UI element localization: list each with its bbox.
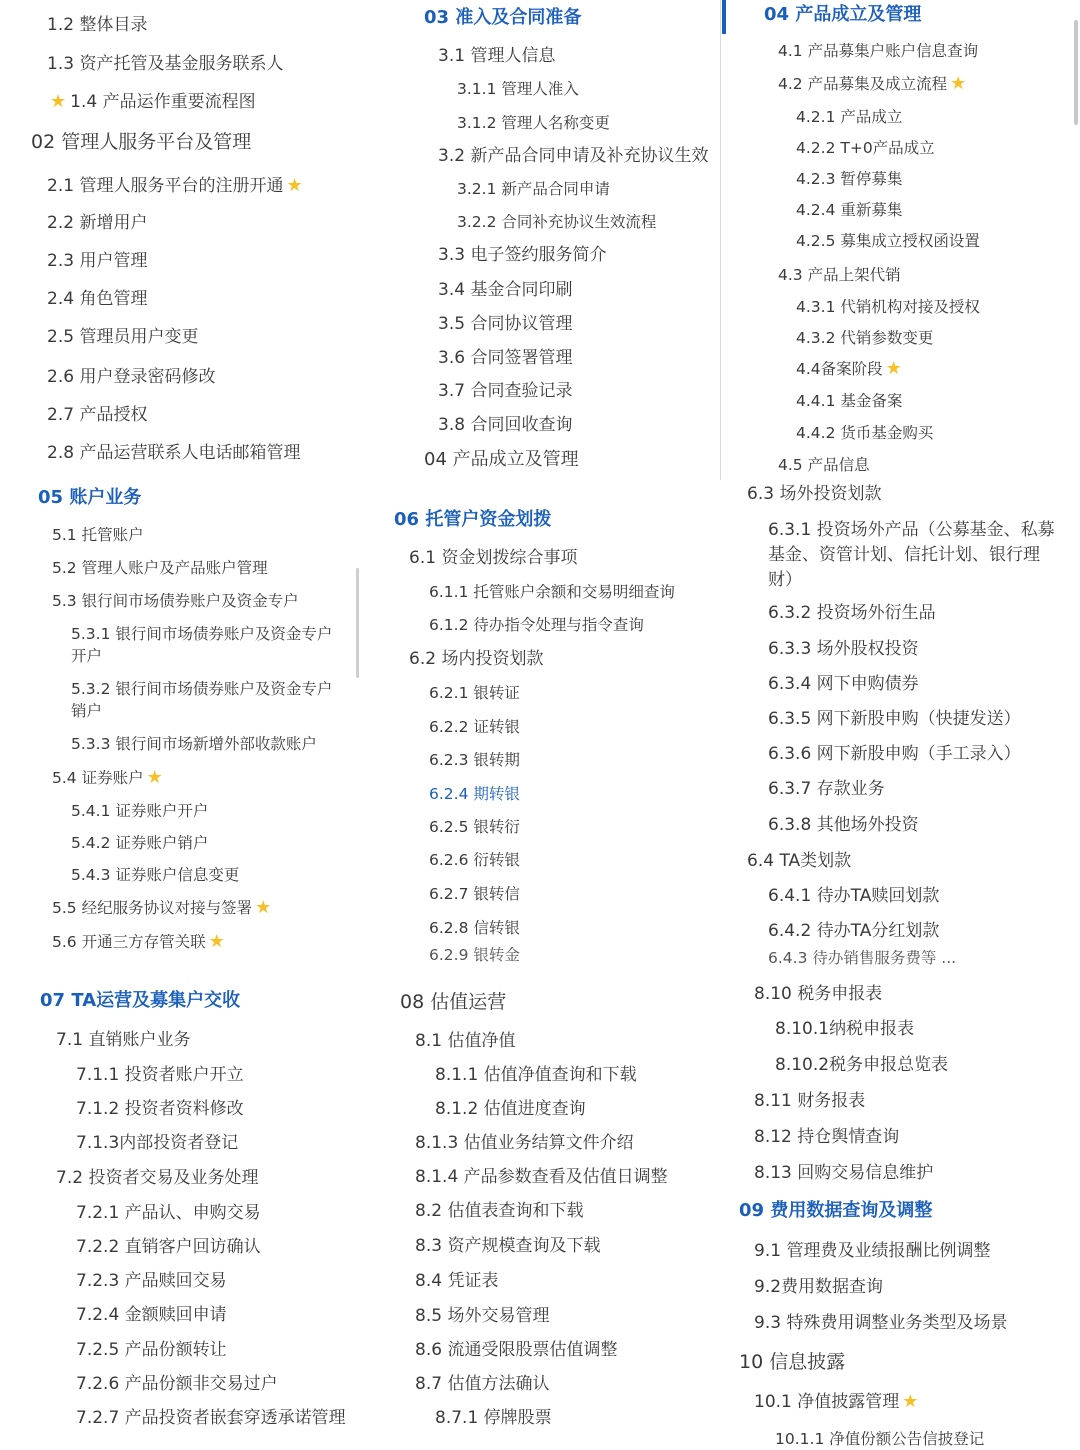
toc-item-9-3[interactable]: 9.3 特殊费用调整业务类型及场景 [754, 1313, 1008, 1333]
toc-item-3-4[interactable]: 3.4 基金合同印刷 [438, 280, 573, 300]
toc-item-3-7[interactable]: 3.7 合同查验记录 [438, 381, 573, 401]
toc-item-6-2-4-active[interactable]: 6.2.4 期转银 [429, 785, 520, 803]
toc-item-3-1[interactable]: 3.1 管理人信息 [438, 46, 556, 66]
toc-item-2-6[interactable]: 2.6 用户登录密码修改 [47, 367, 216, 387]
toc-item-6-2-8[interactable]: 6.2.8 信转银 [429, 919, 520, 937]
toc-item-8-6[interactable]: 8.6 流通受限股票估值调整 [415, 1340, 618, 1360]
toc-chapter-02[interactable]: 02 管理人服务平台及管理 [31, 131, 252, 153]
toc-item-8-1-3[interactable]: 8.1.3 估值业务结算文件介绍 [415, 1133, 634, 1153]
toc-item-6-3-1[interactable]: 6.3.1 投资场外产品（公募基金、私募基金、资管计划、信托计划、银行理财） [768, 520, 1055, 590]
star-icon: ★ [255, 897, 272, 918]
toc-item-8-1-2[interactable]: 8.1.2 估值进度查询 [435, 1099, 586, 1119]
active-section-bar [722, 0, 726, 34]
toc-item-6-2-1[interactable]: 6.2.1 银转证 [429, 684, 520, 702]
toc-item-4-4-2[interactable]: 4.4.2 货币基金购买 [796, 424, 934, 442]
toc-item-7-2-5[interactable]: 7.2.5 产品份额转让 [76, 1340, 227, 1360]
toc-item-8-10-1[interactable]: 8.10.1纳税申报表 [775, 1019, 915, 1039]
toc-item-3-2-2[interactable]: 3.2.2 合同补充协议生效流程 [457, 213, 657, 231]
toc-item-3-5[interactable]: 3.5 合同协议管理 [438, 314, 573, 334]
toc-panel-01-02 [0, 0, 360, 480]
toc-item-6-2-9: 6.2.9 银转金 [429, 946, 520, 964]
toc-item-5-5: 5.5 经纪服务协议对接与签署 [52, 899, 253, 917]
toc-item-8-2[interactable]: 8.2 估值表查询和下载 [415, 1201, 584, 1221]
toc-item-7-2-4[interactable]: 7.2.4 金额赎回申请 [76, 1305, 227, 1325]
toc-item-8-12[interactable]: 8.12 持仓舆情查询 [754, 1127, 900, 1147]
toc-item-4-2-1[interactable]: 4.2.1 产品成立 [796, 108, 903, 126]
toc-item-2-5[interactable]: 2.5 管理员用户变更 [47, 327, 199, 347]
toc-item-5-3-2[interactable]: 5.3.2 银行间市场债券账户及资金专户销户 [71, 680, 333, 720]
toc-item-10-1-1[interactable]: 10.1.1 净值份额公告信披登记 [775, 1430, 985, 1448]
toc-panel-06-cont [722, 480, 1080, 967]
toc-panel-07 [0, 970, 370, 1440]
toc-item-1-3[interactable]: 1.3 资产托管及基金服务联系人 [47, 54, 284, 74]
toc-item-8-4[interactable]: 8.4 凭证表 [415, 1271, 499, 1291]
toc-chapter-03[interactable]: 03 准入及合同准备 [424, 7, 582, 28]
star-icon: ★ [146, 767, 163, 788]
toc-chapter-05[interactable]: 05 账户业务 [38, 487, 142, 508]
toc-item-5-4-1[interactable]: 5.4.1 证券账户开户 [71, 802, 209, 820]
toc-chapter-07[interactable]: 07 TA运营及募集户交收 [40, 990, 241, 1011]
toc-item-8-5[interactable]: 8.5 场外交易管理 [415, 1306, 550, 1326]
toc-item-7-2-1[interactable]: 7.2.1 产品认、申购交易 [76, 1203, 261, 1223]
toc-item-3-3[interactable]: 3.3 电子签约服务简介 [438, 245, 607, 265]
toc-item-6-1[interactable]: 6.1 资金划拨综合事项 [409, 548, 578, 568]
toc-item-6-3-3[interactable]: 6.3.3 场外股权投资 [768, 639, 919, 659]
toc-item-5-1[interactable]: 5.1 托管账户 [52, 526, 144, 544]
toc-item-9-1[interactable]: 9.1 管理费及业绩报酬比例调整 [754, 1241, 991, 1261]
toc-item-5-3-3[interactable]: 5.3.3 银行间市场新增外部收款账户 [71, 735, 317, 753]
toc-item-8-7-1[interactable]: 8.7.1 停牌股票 [435, 1408, 552, 1428]
toc-item-6-3-8[interactable]: 6.3.8 其他场外投资 [768, 815, 919, 835]
toc-item-6-3-6[interactable]: 6.3.6 网下新股申购（手工录入） [768, 744, 1021, 764]
toc-item-6-3-5[interactable]: 6.3.5 网下新股申购（快捷发送） [768, 709, 1021, 729]
toc-item-6-1-1[interactable]: 6.1.1 托管账户余额和交易明细查询 [429, 583, 675, 601]
toc-item-5-4-2[interactable]: 5.4.2 证券账户销户 [71, 834, 209, 852]
toc-item-7-1-1[interactable]: 7.1.1 投资者账户开立 [76, 1065, 244, 1085]
toc-item-8-10[interactable]: 8.10 税务申报表 [754, 984, 883, 1004]
divider [720, 0, 721, 480]
toc-item-7-1[interactable]: 7.1 直销账户业务 [56, 1030, 191, 1050]
toc-item-4-2: 4.2 产品募集及成立流程 [778, 75, 948, 93]
toc-item-1-2[interactable]: 1.2 整体目录 [47, 15, 148, 35]
star-icon: ★ [208, 931, 225, 952]
toc-item-7-1-2[interactable]: 7.1.2 投资者资料修改 [76, 1099, 244, 1119]
toc-item-6-2-2[interactable]: 6.2.2 证转银 [429, 718, 520, 736]
toc-item-10-1: 10.1 净值披露管理 [754, 1392, 900, 1412]
toc-item-6-4-1[interactable]: 6.4.1 待办TA赎回划款 [768, 886, 940, 906]
toc-item-4-4: 4.4备案阶段 [796, 360, 883, 378]
toc-item-5-6: 5.6 开通三方存管关联 [52, 933, 206, 951]
toc-item-8-13[interactable]: 8.13 回购交易信息维护 [754, 1163, 934, 1183]
toc-panel-08 [372, 970, 720, 1440]
toc-chapter-09[interactable]: 09 费用数据查询及调整 [739, 1200, 933, 1221]
toc-panel-03 [380, 0, 720, 480]
toc-item-4-2-3[interactable]: 4.2.3 暂停募集 [796, 170, 903, 188]
toc-item-6-2-7[interactable]: 6.2.7 银转信 [429, 885, 520, 903]
toc-item-5-4-3[interactable]: 5.4.3 证券账户信息变更 [71, 866, 240, 884]
scrollbar[interactable] [356, 568, 359, 678]
toc-chapter-04[interactable]: 04 产品成立及管理 [764, 4, 922, 25]
toc-panel-04 [722, 0, 1080, 480]
toc-item-2-3[interactable]: 2.3 用户管理 [47, 251, 148, 271]
toc-chapter-04-link[interactable]: 04 产品成立及管理 [424, 449, 579, 470]
toc-item-7-1-3[interactable]: 7.1.3内部投资者登记 [76, 1133, 239, 1153]
star-icon: ★ [286, 175, 303, 196]
toc-chapter-08[interactable]: 08 估值运营 [400, 991, 507, 1013]
toc-item-6-3-2[interactable]: 6.3.2 投资场外衍生品 [768, 603, 936, 623]
toc-item-5-5-row[interactable] [52, 897, 271, 919]
toc-item-8-1-4[interactable]: 8.1.4 产品参数查看及估值日调整 [415, 1167, 668, 1187]
toc-item-4-2-row[interactable] [778, 73, 966, 95]
toc-item-7-2-2[interactable]: 7.2.2 直销客户回访确认 [76, 1237, 261, 1257]
toc-item-3-2-1[interactable]: 3.2.1 新产品合同申请 [457, 180, 610, 198]
toc-item-8-11[interactable]: 8.11 财务报表 [754, 1091, 866, 1111]
toc-item-6-4-2[interactable]: 6.4.2 待办TA分红划款 [768, 921, 940, 941]
toc-item-7-2-6[interactable]: 7.2.6 产品份额非交易过户 [76, 1374, 278, 1394]
toc-item-4-3[interactable]: 4.3 产品上架代销 [778, 266, 901, 284]
toc-item-1-4-row[interactable] [50, 91, 256, 113]
toc-item-10-1-row[interactable] [754, 1391, 918, 1413]
toc-item-8-1[interactable]: 8.1 估值净值 [415, 1031, 516, 1051]
toc-item-6-2-5[interactable]: 6.2.5 银转衍 [429, 818, 520, 836]
toc-item-5-4: 5.4 证券账户 [52, 769, 144, 787]
toc-panel-08-cont-09-10 [722, 970, 1080, 1448]
toc-chapter-06[interactable]: 06 托管户资金划拨 [394, 509, 552, 530]
toc-item-6-3-4[interactable]: 6.3.4 网下申购债券 [768, 674, 919, 694]
toc-item-6-1-2[interactable]: 6.1.2 待办指令处理与指令查询 [429, 616, 644, 634]
toc-item-3-8[interactable]: 3.8 合同回收查询 [438, 415, 573, 435]
toc-item-6-2[interactable]: 6.2 场内投资划款 [409, 649, 544, 669]
toc-item-8-7[interactable]: 8.7 估值方法确认 [415, 1374, 550, 1394]
toc-item-4-5[interactable]: 4.5 产品信息 [778, 456, 870, 474]
toc-item-4-1[interactable]: 4.1 产品募集户账户信息查询 [778, 42, 979, 60]
toc-item-4-2-5[interactable]: 4.2.5 募集成立授权函设置 [796, 232, 980, 250]
toc-item-1-4: 1.4 产品运作重要流程图 [70, 92, 256, 112]
toc-item-6-3[interactable]: 6.3 场外投资划款 [747, 484, 882, 504]
toc-item-6-4-3-clipped[interactable] [768, 949, 1028, 967]
scrollbar[interactable] [1074, 20, 1078, 125]
toc-item-6-3-7[interactable]: 6.3.7 存款业务 [768, 779, 885, 799]
toc-item-4-2-4[interactable]: 4.2.4 重新募集 [796, 201, 903, 219]
toc-item-2-1-row[interactable] [47, 175, 303, 197]
toc-item-6-4-3: 6.4.3 待办销售服务费等 ... [768, 949, 957, 967]
toc-item-7-2-3[interactable]: 7.2.3 产品赎回交易 [76, 1271, 227, 1291]
toc-item-4-4-row[interactable] [796, 358, 902, 380]
toc-item-2-8[interactable]: 2.8 产品运营联系人电话邮箱管理 [47, 443, 301, 463]
toc-item-7-2[interactable]: 7.2 投资者交易及业务处理 [56, 1168, 259, 1188]
toc-item-2-2[interactable]: 2.2 新增用户 [47, 213, 148, 233]
toc-item-6-2-3[interactable]: 6.2.3 银转期 [429, 751, 520, 769]
star-icon: ★ [50, 91, 67, 112]
star-icon: ★ [950, 73, 967, 94]
toc-item-2-1: 2.1 管理人服务平台的注册开通 [47, 176, 284, 196]
toc-item-4-4-1[interactable]: 4.4.1 基金备案 [796, 392, 903, 410]
toc-item-2-7[interactable]: 2.7 产品授权 [47, 405, 148, 425]
toc-item-4-3-2[interactable]: 4.3.2 代销参数变更 [796, 329, 934, 347]
toc-item-6-4[interactable]: 6.4 TA类划款 [747, 851, 852, 871]
toc-item-3-2[interactable]: 3.2 新产品合同申请及补充协议生效 [438, 146, 709, 166]
toc-item-8-10-2[interactable]: 8.10.2税务申报总览表 [775, 1055, 949, 1075]
toc-item-5-6-row[interactable] [52, 931, 225, 953]
toc-item-3-1-2[interactable]: 3.1.2 管理人名称变更 [457, 114, 610, 132]
toc-item-3-1-1[interactable]: 3.1.1 管理人准入 [457, 80, 579, 98]
toc-item-9-2[interactable]: 9.2费用数据查询 [754, 1277, 884, 1297]
toc-item-3-6[interactable]: 3.6 合同签署管理 [438, 348, 573, 368]
toc-item-5-3-1[interactable]: 5.3.1 银行间市场债券账户及资金专户开户 [71, 625, 333, 665]
toc-item-5-2[interactable]: 5.2 管理人账户及产品账户管理 [52, 559, 268, 577]
toc-item-6-2-9-clipped[interactable] [429, 946, 629, 964]
toc-panel-05 [0, 480, 360, 960]
toc-item-8-1-1[interactable]: 8.1.1 估值净值查询和下载 [435, 1065, 637, 1085]
toc-item-2-4[interactable]: 2.4 角色管理 [47, 289, 148, 309]
star-icon: ★ [885, 358, 902, 379]
toc-item-7-2-7[interactable]: 7.2.7 产品投资者嵌套穿透承诺管理 [76, 1408, 346, 1428]
toc-item-6-2-6[interactable]: 6.2.6 衍转银 [429, 851, 520, 869]
toc-chapter-10[interactable]: 10 信息披露 [739, 1351, 846, 1373]
toc-item-4-2-2[interactable]: 4.2.2 T+0产品成立 [796, 139, 935, 157]
toc-item-4-3-1[interactable]: 4.3.1 代销机构对接及授权 [796, 298, 980, 316]
toc-item-8-3[interactable]: 8.3 资产规模查询及下载 [415, 1236, 601, 1256]
star-icon: ★ [902, 1391, 919, 1412]
toc-item-5-4-row[interactable] [52, 767, 163, 789]
toc-panel-06 [362, 480, 720, 962]
toc-item-5-3[interactable]: 5.3 银行间市场债券账户及资金专户 [52, 592, 299, 610]
